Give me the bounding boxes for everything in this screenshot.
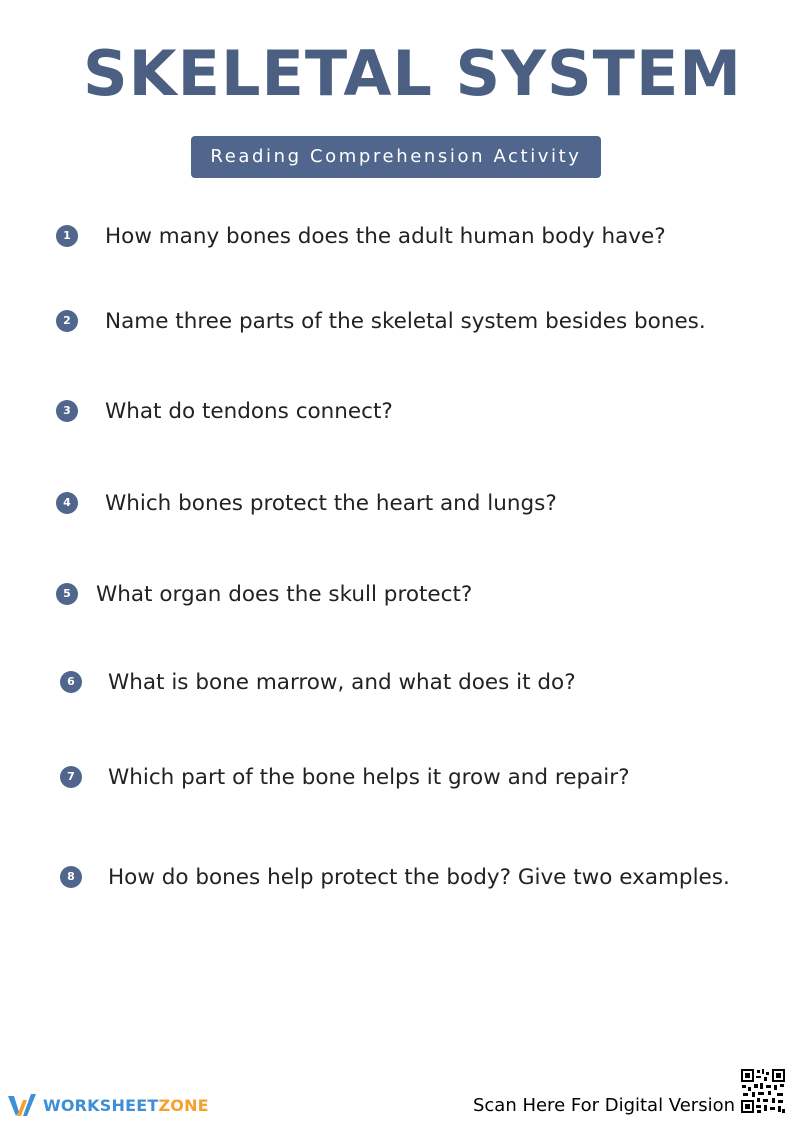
- question-item: [60, 757, 630, 797]
- question-text: What is bone marrow, and what does it do?: [108, 669, 576, 695]
- question-number-badge: 4: [56, 492, 78, 514]
- question-item: [56, 301, 706, 341]
- question-text: Name three parts of the skeletal system besides bones.: [105, 308, 706, 334]
- question-text: How do bones help protect the body? Give two examples.: [108, 864, 730, 890]
- qr-code-icon[interactable]: [740, 1068, 786, 1114]
- question-text: How many bones does the adult human body have?: [105, 223, 666, 249]
- logo-wordmark: WORKSHEETZONE: [43, 1095, 209, 1115]
- question-item: [60, 857, 730, 897]
- question-number-badge: 8: [60, 866, 82, 888]
- question-text: What organ does the skull protect?: [96, 581, 473, 607]
- question-text: Which part of the bone helps it grow and repair?: [108, 764, 630, 790]
- worksheet-zone-logo[interactable]: [8, 1090, 209, 1120]
- question-item: [60, 662, 576, 702]
- question-item: [56, 574, 472, 614]
- scan-instruction: Scan Here For Digital Version: [472, 1095, 735, 1116]
- question-number-badge: 7: [60, 766, 82, 788]
- question-item: [56, 216, 666, 256]
- question-number-badge: 3: [56, 400, 78, 422]
- question-number-badge: 2: [56, 310, 78, 332]
- page-title: SKELETAL SYSTEM: [82, 37, 742, 110]
- question-number-badge: 6: [60, 671, 82, 693]
- question-text: Which bones protect the heart and lungs?: [105, 490, 557, 516]
- question-item: [56, 391, 393, 431]
- question-number-badge: 1: [56, 225, 78, 247]
- logo-mark-icon: [8, 1092, 38, 1118]
- question-number-badge: 5: [56, 583, 78, 605]
- question-item: [56, 483, 557, 523]
- question-text: What do tendons connect?: [105, 398, 393, 424]
- subtitle-banner: Reading Comprehension Activity: [191, 136, 601, 178]
